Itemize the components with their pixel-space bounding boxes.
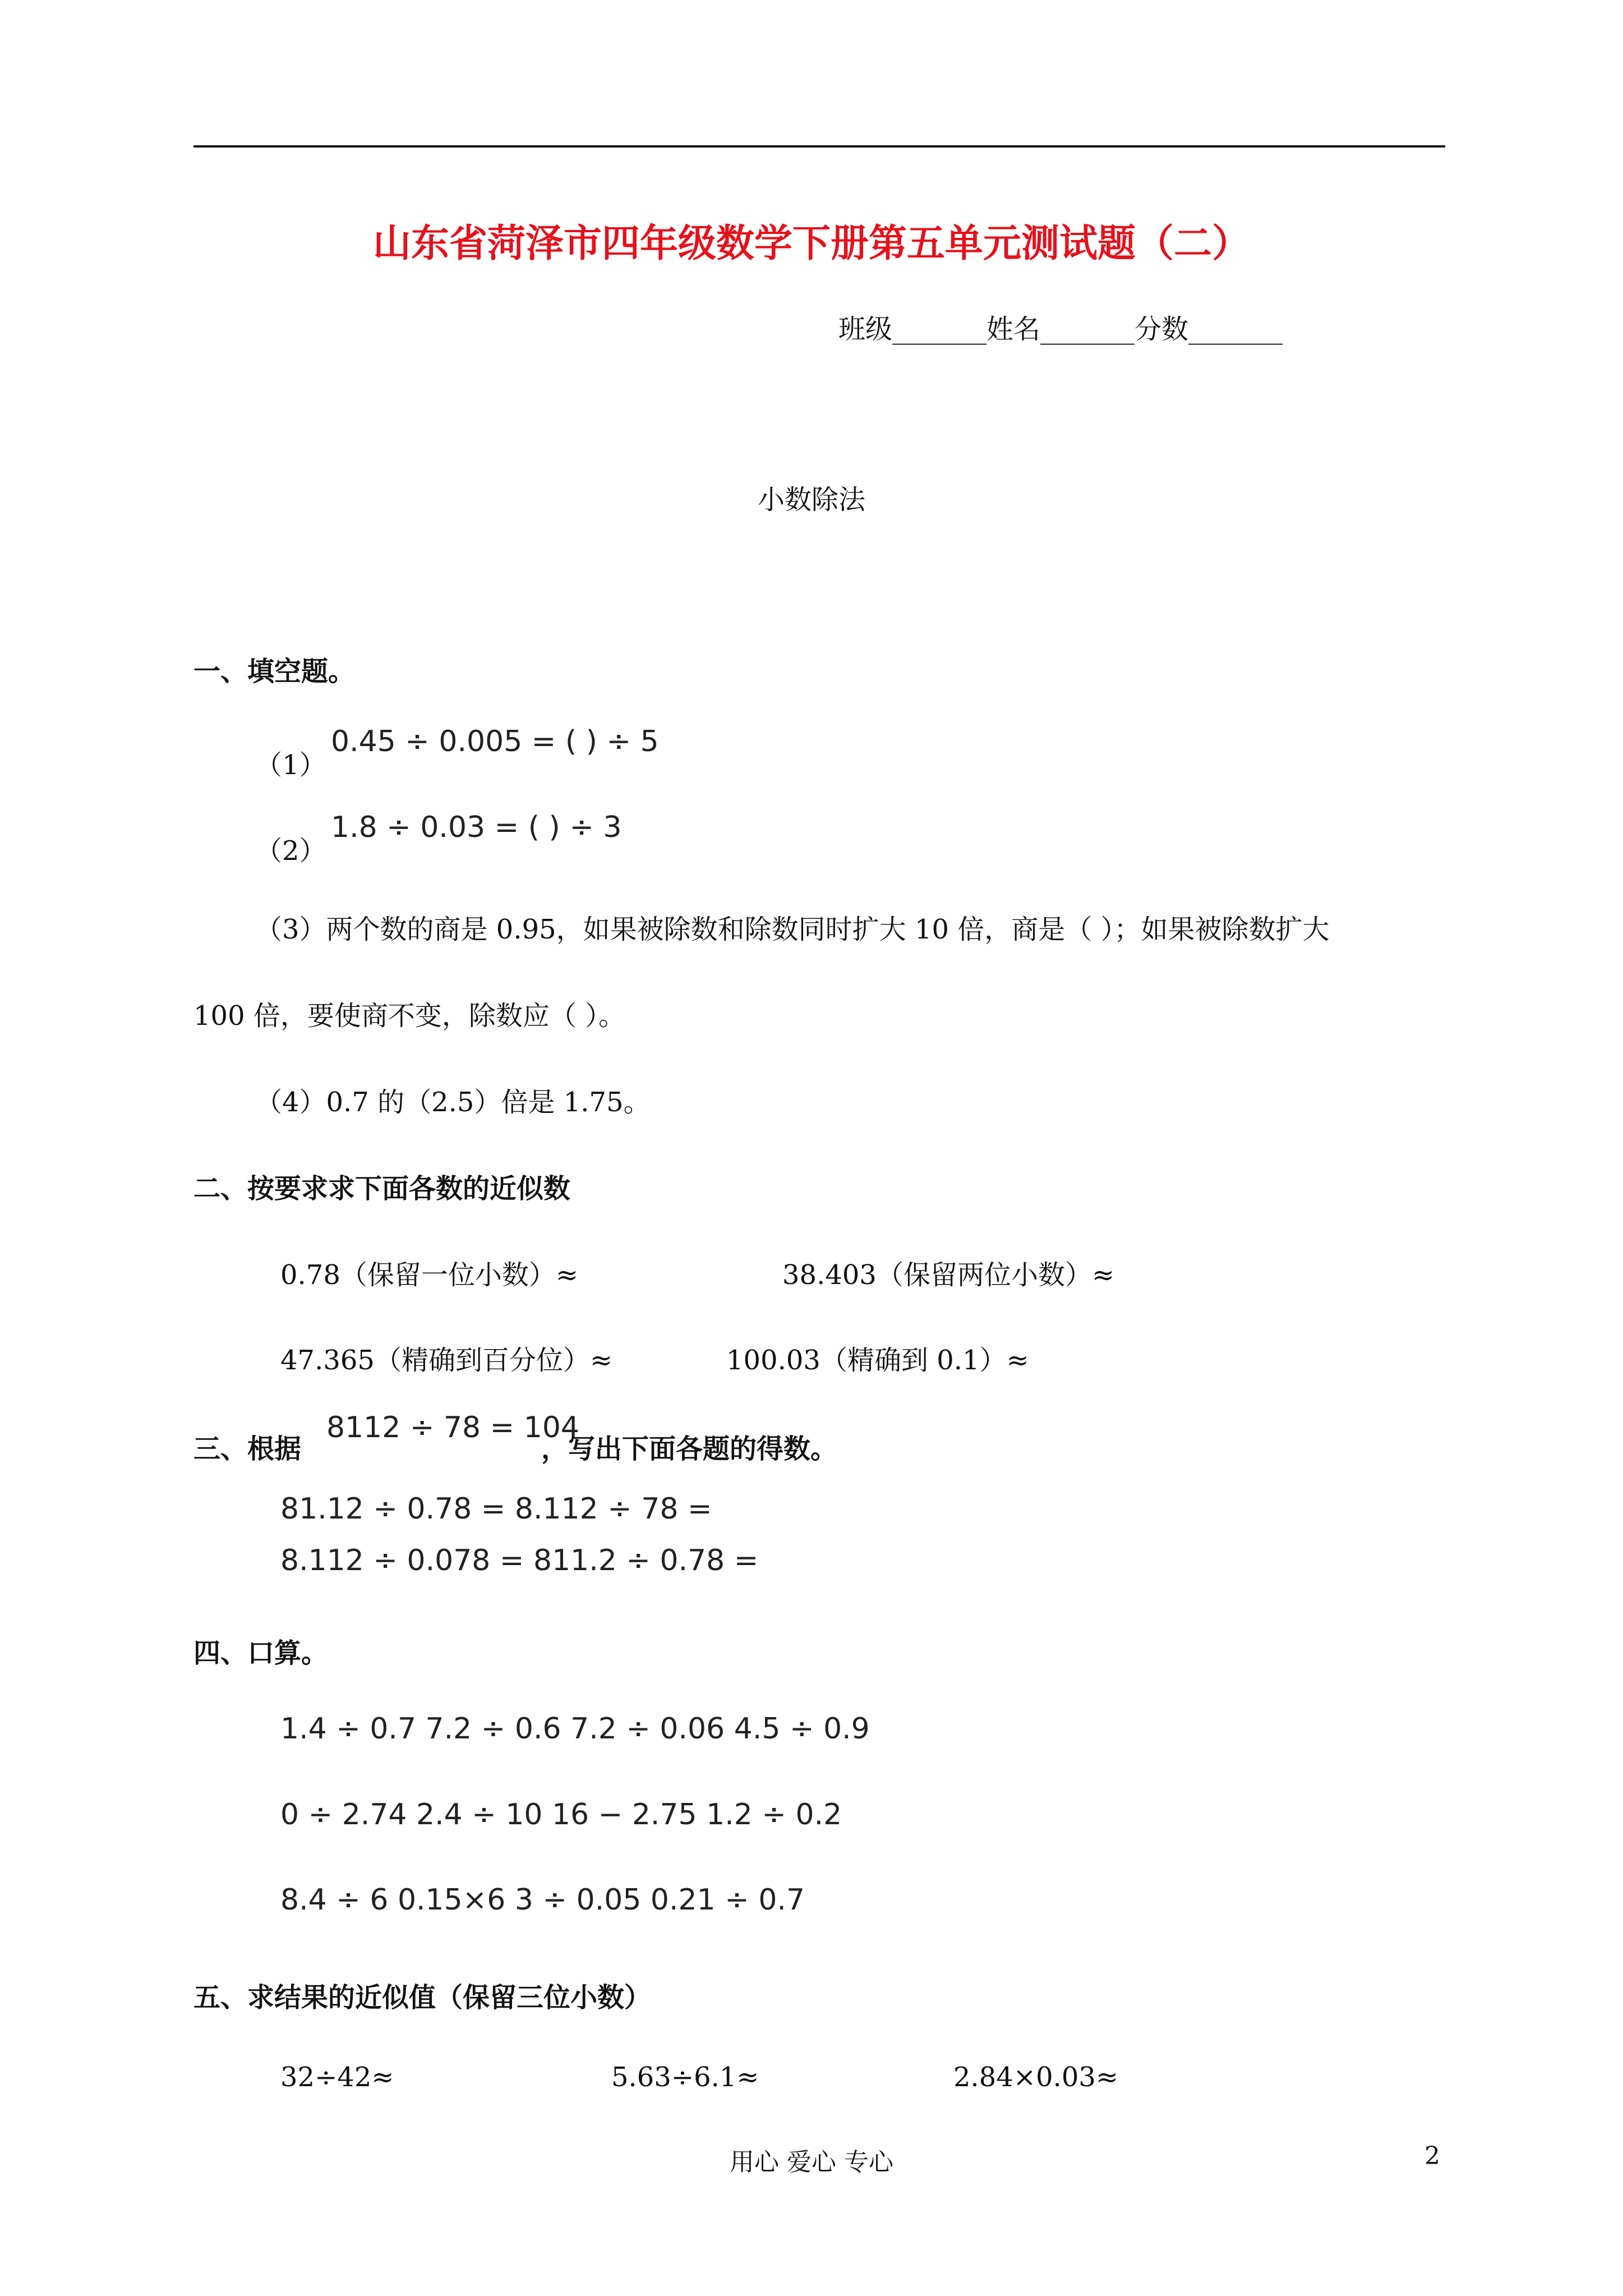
s1-q2-math: 1.8 ÷ 0.03 = ( ) ÷ 3 bbox=[331, 811, 622, 844]
s1-q3-line1: （3）两个数的商是 0.95，如果被除数和除数同时扩大 10 倍，商是（ ）；如果被除数扩大 bbox=[255, 914, 1330, 945]
s5-item-c: 2.84×0.03≈ bbox=[953, 2062, 1119, 2093]
s3-heading-math: 8112 ÷ 78 = 104 bbox=[326, 1411, 580, 1444]
s2-item-a: 0.78（保留一位小数）≈ bbox=[280, 1259, 579, 1291]
s3-heading-pre: 三、根据 bbox=[193, 1433, 302, 1465]
s1-q3-line2: 100 倍，要使商不变，除数应（ ）。 bbox=[193, 1000, 626, 1032]
s4-row-1: 1.4 ÷ 0.7 7.2 ÷ 0.6 7.2 ÷ 0.06 4.5 ÷ 0.9 bbox=[280, 1712, 870, 1746]
page-title: 山东省菏泽市四年级数学下册第五单元测试题（二） bbox=[372, 221, 1250, 266]
s2-item-b: 38.403（保留两位小数）≈ bbox=[782, 1259, 1115, 1291]
page-number: 2 bbox=[1424, 2142, 1440, 2170]
s5-item-b: 5.63÷6.1≈ bbox=[611, 2062, 759, 2093]
class-label: 班级 bbox=[838, 314, 893, 345]
s2-item-d: 100.03（精确到 0.1）≈ bbox=[726, 1345, 1029, 1376]
s4-row-2: 0 ÷ 2.74 2.4 ÷ 10 16 − 2.75 1.2 ÷ 0.2 bbox=[280, 1798, 842, 1832]
s4-row-3: 8.4 ÷ 6 0.15×6 3 ÷ 0.05 0.21 ÷ 0.7 bbox=[280, 1883, 805, 1917]
s3-row-1: 81.12 ÷ 0.78 = 8.112 ÷ 78 = bbox=[280, 1492, 712, 1526]
student-info bbox=[838, 307, 1283, 346]
section-subtitle: 小数除法 bbox=[757, 484, 865, 516]
name-blank: _______ bbox=[1040, 314, 1135, 345]
s5-heading: 五、求结果的近似值（保留三位小数） bbox=[193, 1982, 652, 2013]
s1-heading: 一、填空题。 bbox=[193, 656, 356, 687]
s2-heading: 二、按要求求下面各数的近似数 bbox=[193, 1173, 571, 1204]
s3-row-2: 8.112 ÷ 0.078 = 811.2 ÷ 0.78 = bbox=[280, 1544, 759, 1577]
score-label: 分数 bbox=[1135, 314, 1189, 345]
header-rule bbox=[193, 145, 1445, 148]
s1-q1-math: 0.45 ÷ 0.005 = ( ) ÷ 5 bbox=[331, 725, 659, 758]
s1-q4: （4）0.7 的（2.5）倍是 1.75。 bbox=[255, 1087, 651, 1118]
score-blank: _______ bbox=[1188, 314, 1283, 345]
s2-item-c: 47.365（精确到百分位）≈ bbox=[280, 1345, 613, 1376]
s1-q1-number: （1） bbox=[255, 749, 326, 781]
class-blank: _______ bbox=[892, 314, 987, 345]
s5-item-a: 32÷42≈ bbox=[280, 2062, 394, 2093]
footer-motto: 用心 爱心 专心 bbox=[730, 2148, 893, 2177]
name-label: 姓名 bbox=[986, 314, 1041, 345]
s3-heading-post: ，写出下面各题的得数。 bbox=[541, 1433, 838, 1465]
s4-heading: 四、口算。 bbox=[193, 1637, 329, 1669]
s1-q2-number: （2） bbox=[255, 835, 326, 867]
